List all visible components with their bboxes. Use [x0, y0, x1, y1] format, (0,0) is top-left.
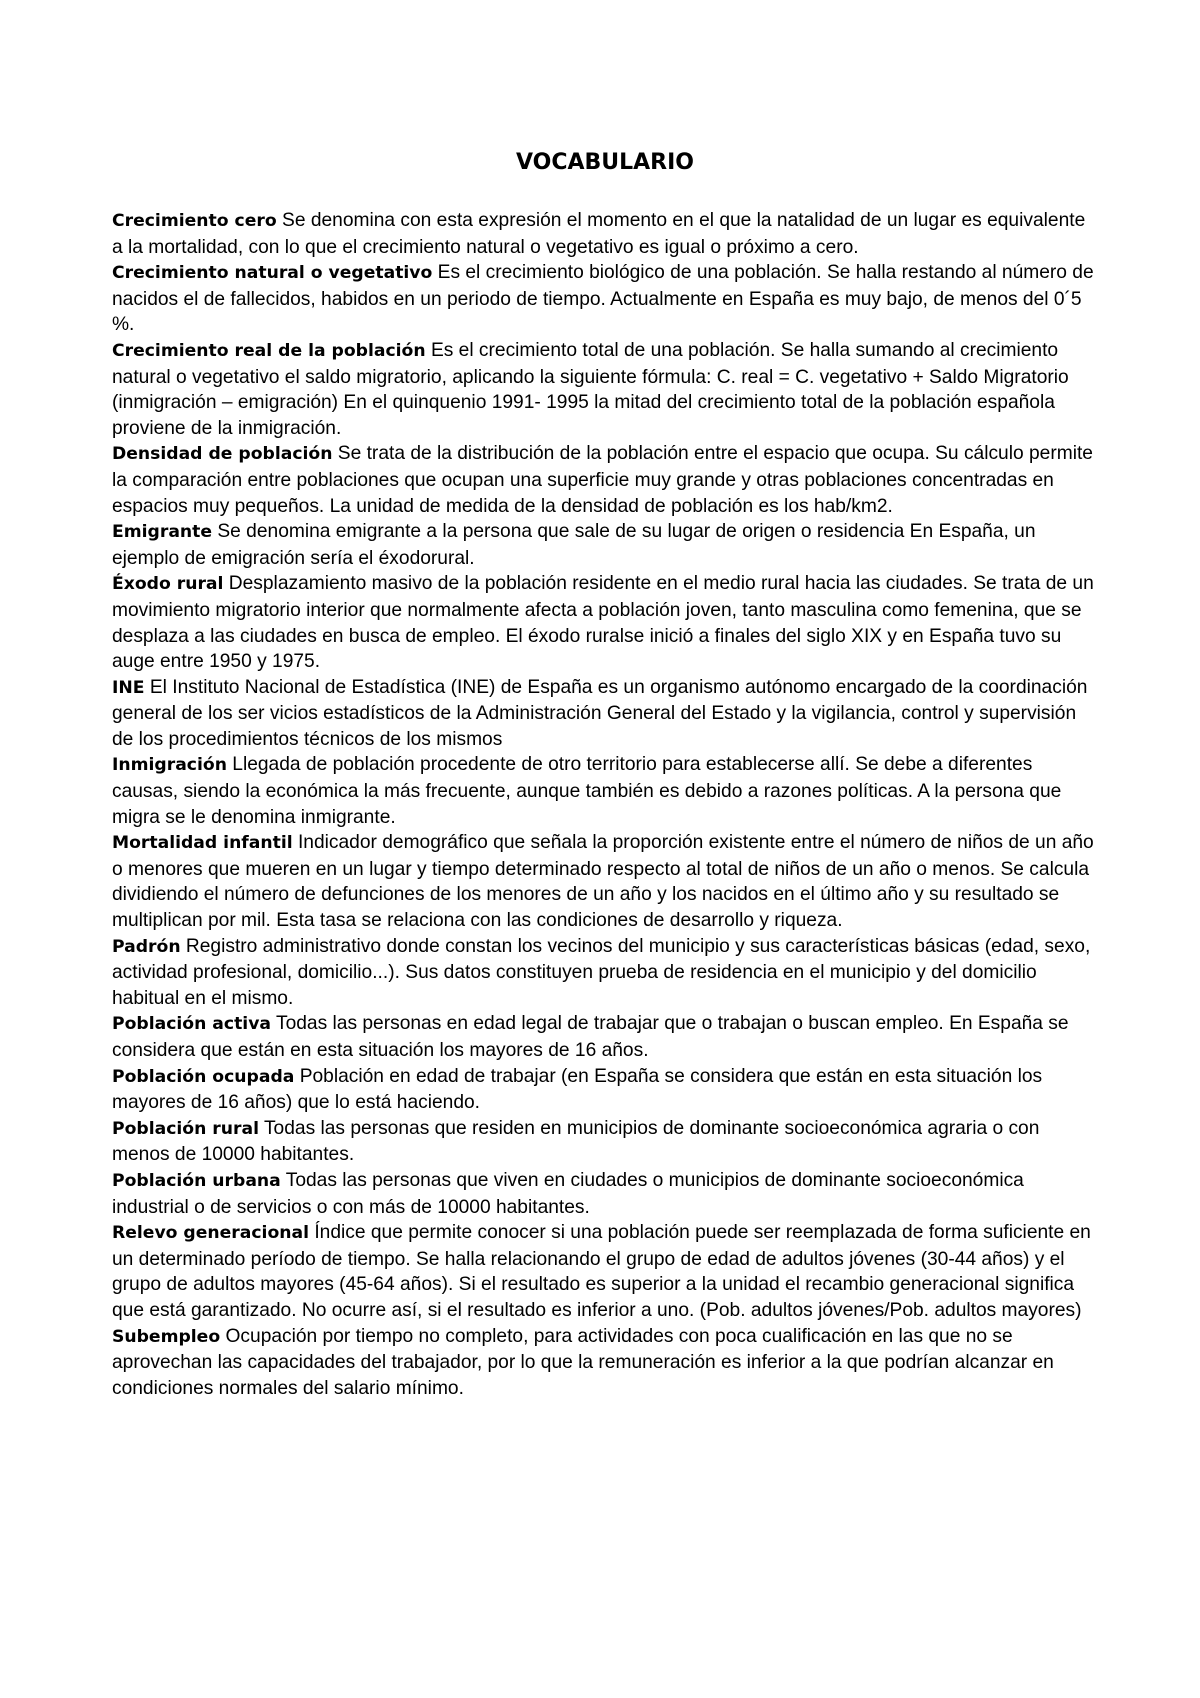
document-title: VOCABULARIO [515, 150, 695, 175]
entry-term: Población ocupada [112, 1066, 295, 1087]
entry-definition: Llegada de población procedente de otro territorio para establecerse allí. Se debe a diferentes causas, siendo la económica la más frecuente, aunque también es debido a razones políticas. A la persona que migra se le denomina inmigrante. [112, 754, 1062, 828]
entry-term: INE [112, 677, 145, 698]
entry-definition: Todas las personas en edad legal de trabajar que o trabajan o buscan empleo. En España se considera que están en esta situación los mayores de 16 años. [112, 1013, 1069, 1061]
entry-definition: Ocupación por tiempo no completo, para actividades con poca cualificación en las que no se aprovechan las capacidades del trabajador, por lo que la remuneración es inferior a la que podrían alcanzar en condiciones normales del salario mínimo. [112, 1325, 1054, 1399]
vocabulary-entry [112, 208, 1097, 260]
vocabulary-entry [112, 1064, 1097, 1116]
entry-term: Inmigración [112, 755, 227, 776]
vocabulary-entry [112, 1011, 1097, 1063]
vocabulary-entry [112, 934, 1097, 1012]
entry-term: Padrón [112, 936, 181, 957]
entry-term: Población rural [112, 1118, 259, 1139]
vocabulary-entry [112, 441, 1097, 519]
vocabulary-entry [112, 1324, 1097, 1402]
entry-term: Población activa [112, 1014, 272, 1035]
entry-term: Emigrante [112, 522, 213, 543]
entry-definition: El Instituto Nacional de Estadística (INE) de España es un organismo autónomo encargado de la coordinación general de los ser vicios estadísticos de la Administración General del Estado y la vigilancia, control y supervisión de los procedimientos técnicos de los mismos [112, 676, 1088, 750]
vocabulary-entry [112, 1168, 1097, 1220]
entry-definition: Índice que permite conocer si una población puede ser reemplazada de forma suficiente en un determinado período de tiempo. Se halla relacionando el grupo de edad de adultos jóvenes (30-44 años) y el grupo de adultos mayores (45-64 años). Si el resultado es superior a la unidad el recambio generacional significa que está garantizado. No ocurre así, si el resultado es inferior a uno. (Pob. adultos jóvenes/Pob. adultos mayores) [112, 1222, 1091, 1321]
entry-term: Mortalidad infantil [112, 833, 293, 854]
vocabulary-entry [112, 1116, 1097, 1168]
entry-term: Crecimiento real de la población [112, 340, 426, 361]
entry-term: Población urbana [112, 1170, 281, 1191]
entry-term: Densidad de población [112, 444, 333, 465]
entry-definition: Es el crecimiento biológico de una población. Se halla restando al número de nacidos el de fallecidos, habidos en un periodo de tiempo. Actualmente en España es muy bajo, de menos del 0´5 %. [112, 262, 1094, 336]
entry-term: Relevo generacional [112, 1223, 309, 1244]
entry-definition: Se denomina emigrante a la persona que sale de su lugar de origen o residencia En España, un ejemplo de emigración sería el éxodorural. [112, 521, 1036, 569]
vocabulary-entry [112, 1220, 1097, 1323]
vocabulary-entry [112, 675, 1097, 753]
entry-term: Crecimiento natural o vegetativo [112, 263, 433, 284]
vocabulary-entry [112, 571, 1097, 674]
entry-term: Crecimiento cero [112, 211, 277, 231]
entry-definition: Desplazamiento masivo de la población residente en el medio rural hacia las ciudades. Se trata de un movimiento migratorio interior que normalmente afecta a población joven, tanto masculina como femenina, que se desplaza a las ciudades en busca de empleo. El éxodo ruralse inició a finales del siglo XIX y en España tuvo su auge entre 1950 y 1975. [112, 573, 1094, 673]
entry-definition: Se denomina con esta expresión el momento en el que la natalidad de un lugar es equivalente a la mortalidad, con lo que el crecimiento natural o vegetativo es igual o próximo a cero. [112, 210, 1086, 258]
entry-term: Subempleo [112, 1326, 221, 1347]
entry-definition: Todas las personas que residen en municipios de dominante socioeconómica agraria o con menos de 10000 habitantes. [112, 1117, 1040, 1166]
entry-definition: Indicador demográfico que señala la proporción existente entre el número de niños de un año o menores que mueren en un lugar y tiempo determinado respecto al total de niños de un año o menos. Se calcula dividiendo el número de defunciones de los menores de un año y los nacidos en el último año y su resultado se multiplican por mil. Esta tasa se relaciona con las condiciones de desarrollo y riqueza. [112, 832, 1094, 932]
entry-definition: Es el crecimiento total de una población. Se halla sumando al crecimiento natural o vegetativo el saldo migratorio, aplicando la siguiente fórmula: C. real = C. vegetativo + Saldo Migratorio (inmigración – emigración) En el quinquenio 1991- 1995 la mitad del crecimiento total de la población española proviene de la inmigración. [112, 339, 1069, 439]
vocabulary-entry [112, 338, 1097, 441]
vocabulary-entry [112, 519, 1097, 571]
vocabulary-entry [112, 830, 1097, 933]
entry-definition: Población en edad de trabajar (en España se considera que están en esta situación los mayores de 16 años) que lo está haciendo. [112, 1065, 1043, 1114]
entry-definition: Registro administrativo donde constan los vecinos del municipio y sus características básicas (edad, sexo, actividad profesional, domicilio...). Sus datos constituyen prueba de residencia en el municipio y del domicilio habitual en el mismo. [112, 935, 1091, 1009]
vocabulary-list [112, 208, 1097, 1401]
entry-definition: Se trata de la distribución de la población entre el espacio que ocupa. Su cálculo permite la comparación entre poblaciones que ocupan una superficie muy grande y otras poblaciones concentradas en espacios muy pequeños. La unidad de medida de la densidad de población es los hab/km2. [112, 443, 1093, 517]
vocabulary-entry [112, 260, 1097, 338]
vocabulary-entry [112, 752, 1097, 830]
entry-definition: Todas las personas que viven en ciudades o municipios de dominante socioeconómica industrial o de servicios o con más de 10000 habitantes. [112, 1169, 1024, 1218]
entry-term: Éxodo rural [112, 574, 224, 595]
